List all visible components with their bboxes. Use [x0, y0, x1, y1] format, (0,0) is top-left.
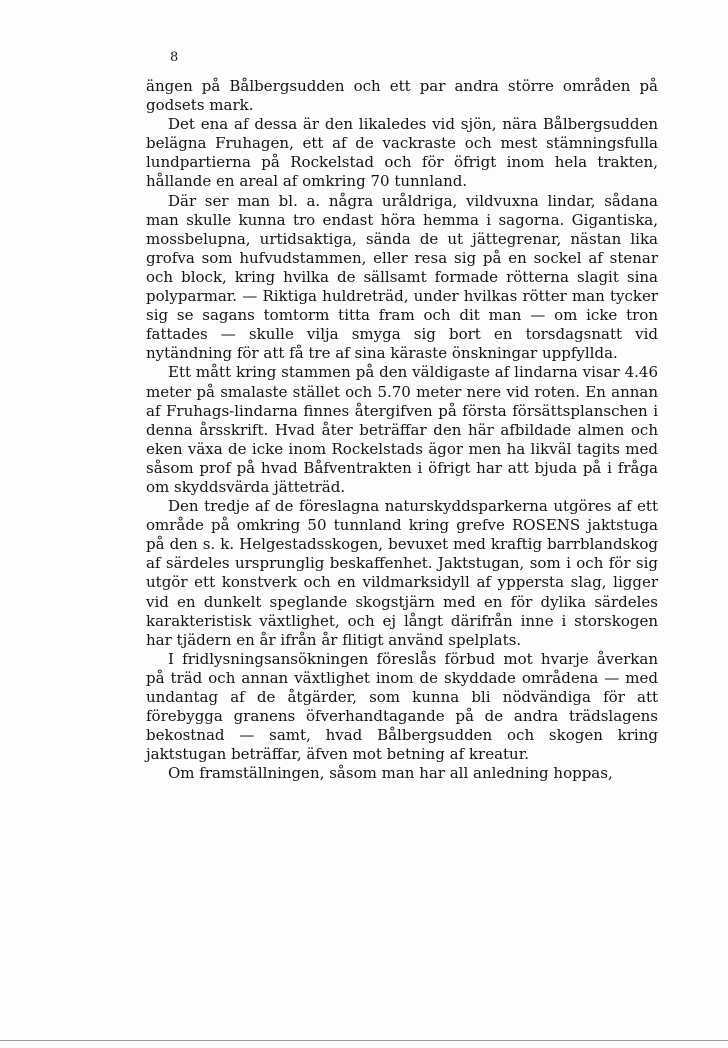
paragraph-framstallning: Om framställningen, såsom man har all anledning hoppas,	[168, 764, 613, 783]
page-bottom-edge	[0, 1040, 728, 1041]
paragraph-fridlysning: I fridlysningsansökningen föreslås förbud mot hvarje åverkan på träd och annan växtlighet inom de skyddade områdena — med undantag af de åtgärder, som kunna bli nödvändiga för att förebygga granens öfverhandtagande på de andra trädslagens bekostnad — samt, hvad Bålbergsudden och skogen kring jaktstugan beträffar, äfven mot betning af kreatur.	[146, 649, 658, 764]
page-number: 8	[170, 50, 179, 65]
paragraph-tredje-park: Den tredje af de föreslagna naturskyddsparkerna utgöres af ett område på omkring 50 tunnland kring grefve ROSENS jaktstuga på den s. k. Helgestadsskogen, bevuxet med kraftig barrblandskog af särdeles ursprunglig beskaffenhet. Jaktstugan, som i och för sig utgör ett konstverk och en vildmarksidyll af yppersta slag, ligger vid en dunkelt speglande skogstjärn med en för dylika särdeles karakteristisk växtlighet, och ej långt därifrån inne i storskogen har tjädern en år ifrån år flitigt använd spelplats.	[146, 497, 658, 649]
paragraph-matt: Ett mått kring stammen på den väldigaste af lindarna visar 4.46 meter på smalaste stället och 5.70 meter nere vid roten. En annan af Fruhags-lindarna finnes återgifven på första försättsplanschen i denna årsskrift. Hvad åter beträffar den här afbildade almen och eken växa de icke inom Rockelstads ägor men ha likväl tagits med såsom prof på hvad Båfventrakten i öfrigt har att bjuda på i fråga om skyddsvärda jätteträd.	[146, 363, 658, 496]
paragraph-fruhagen: Det ena af dessa är den likaledes vid sjön, nära Bålbergsudden belägna Fruhagen, ett af de vackraste och mest stämningsfulla lundpartierna på Rockelstad och för öfrigt inom hela trakten, hållande en areal af omkring 70 tunnland.	[146, 115, 658, 191]
paragraph-continuation: ängen på Bålbergsudden och ett par andra större områden på godsets mark.	[146, 77, 658, 115]
paragraph-lindar: Där ser man bl. a. några uråldriga, vildvuxna lindar, sådana man skulle kunna tro endast höra hemma i sagorna. Gigantiska, mossbelupna, urtidsaktiga, sända de ut jättegrenar, nästan lika grofva som hufvudstammen, eller resa sig på en sockel af stenar och block, kring hvilka de sällsamt formade rötterna slagit sina polyparmar. — Riktiga huldreträd, under hvilkas rötter man tycker sig se sagans tomtorm titta fram och dit man — om icke tron fattades — skulle vilja smyga sig bort en torsdagsnatt vid nytändning för att få tre af sina käraste önskningar uppfyllda.	[146, 191, 658, 363]
body-text	[146, 77, 658, 783]
